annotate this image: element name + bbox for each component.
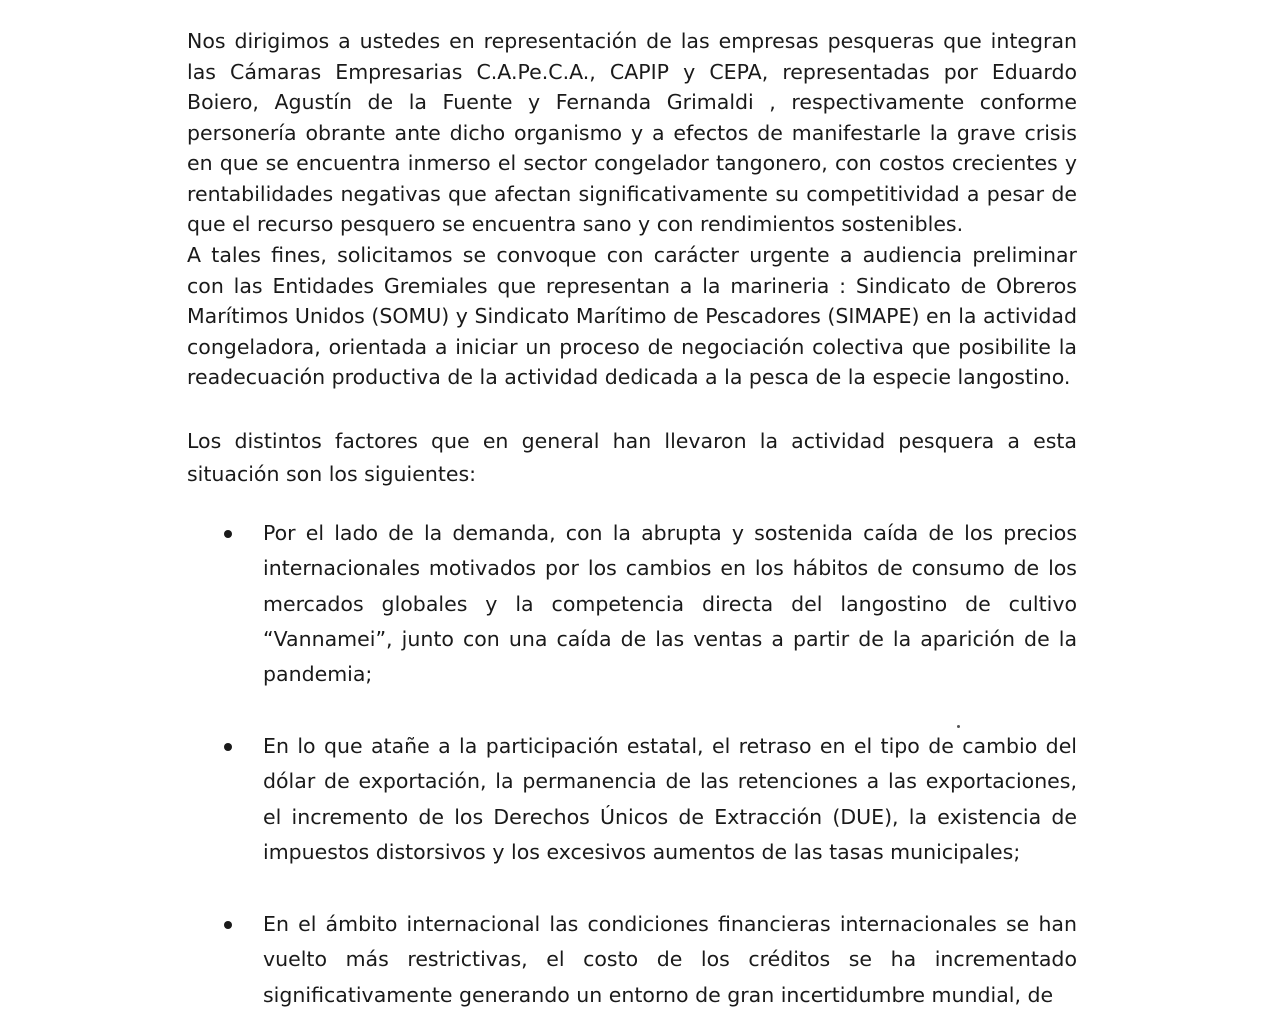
bullet-icon: [224, 921, 232, 929]
paragraph-factors-intro: Los distintos factores que en general han llevaron la actividad pesquera a esta situación son los siguientes:: [187, 429, 1077, 486]
bullet-icon: [224, 530, 232, 538]
bullet-text: Por el lado de la demanda, con la abrupta y sostenida caída de los precios internacionales motivados por los cambios en los hábitos de consumo de los mercados globales y la competencia directa del langostino de cultivo “Vannamei”, junto con una caída de las ventas a partir de la aparición de la pandemia;: [263, 521, 1077, 687]
scan-speck: [957, 725, 960, 728]
paragraph-request: A tales fines, solicitamos se convoque con carácter urgente a audiencia preliminar con las Entidades Gremiales que representan a la marineria : Sindicato de Obreros Marítimos Unidos (SOMU) y Sindicato Marítimo de Pescadores (SIMAPE) en la actividad congeladora, orientada a iniciar un proceso de negociación colectiva que posibilite la readecuación productiva de la actividad dedicada a la pesca de la especie langostino.: [187, 243, 1077, 389]
paragraph-intro: Nos dirigimos a ustedes en representación de las empresas pesqueras que integran las Cámaras Empresarias C.A.Pe.C.A., CAPIP y CEPA, representadas por Eduardo Boiero, Agustín de la Fuente y Fernanda Grimaldi , respectivamente conforme personería obrante ante dicho organismo y a efectos de manifestarle la grave crisis en que se encuentra inmerso el sector congelador tangonero, con costos crecientes y rentabilidades negativas que afectan significativamente su competitividad a pesar de que el recurso pesquero se encuentra sano y con rendimientos sostenibles.: [187, 29, 1077, 236]
bullet-text: En lo que atañe a la participación estatal, el retraso en el tipo de cambio del dólar de exportación, la permanencia de las retenciones a las exportaciones, el incremento de los Derechos Únicos de Extracción (DUE), la existencia de impuestos distorsivos y los excesivos aumentos de las tasas municipales;: [263, 734, 1077, 864]
bullet-text: En el ámbito internacional las condiciones financieras internacionales se han vuelto más restrictivas, el costo de los créditos se ha incrementado significativamente generando un entorno de gran incertidumbre mundial, de: [263, 912, 1077, 1007]
bullet-icon: [224, 743, 232, 751]
